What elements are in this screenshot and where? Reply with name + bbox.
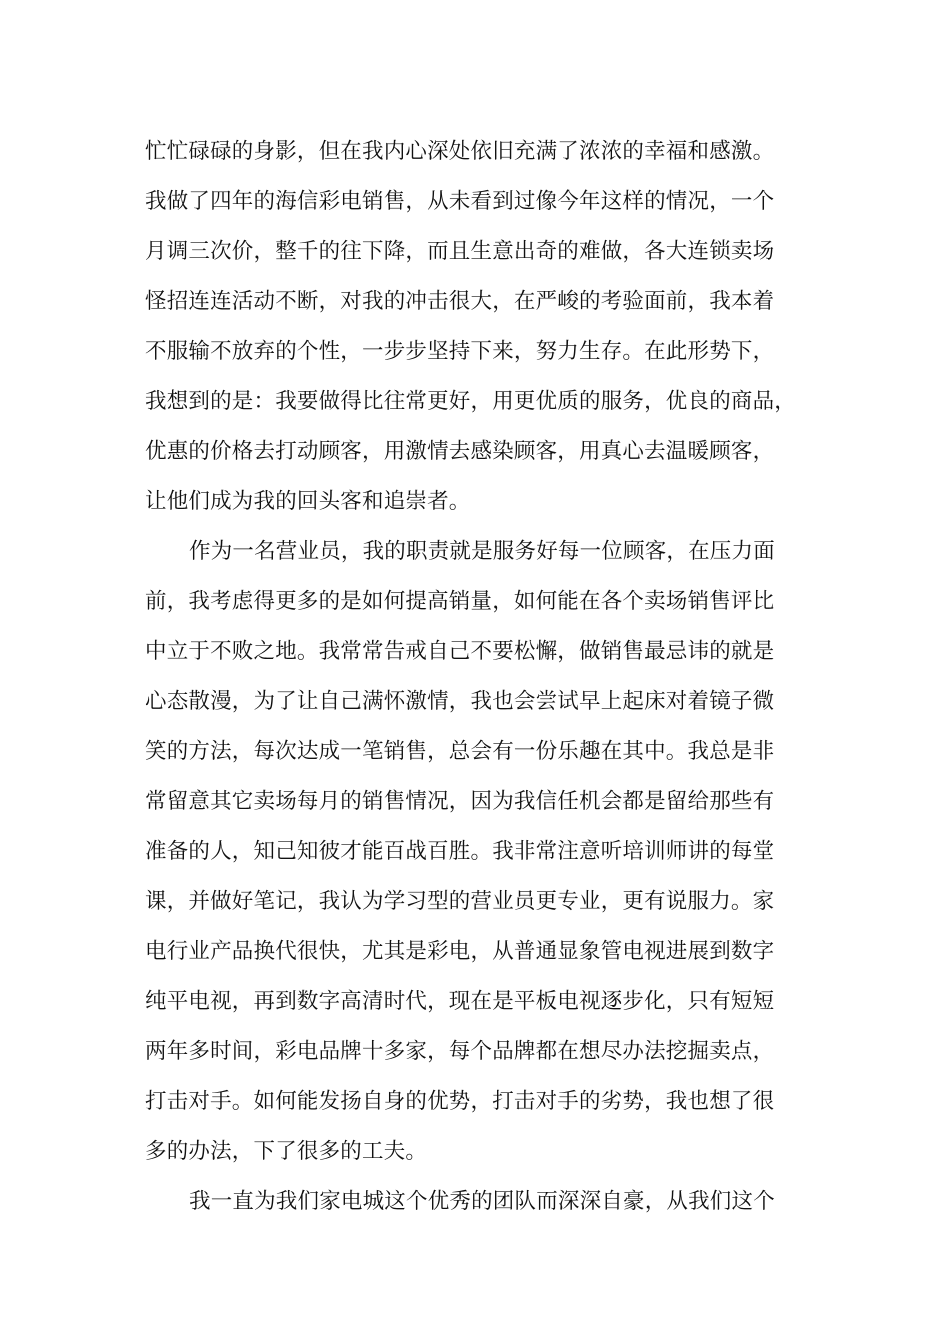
text-line: 准备的人，知己知彼才能百战百胜。我非常注意听培训师讲的每堂 [145,839,775,864]
text-line: 月调三次价，整千的往下降，而且生意出奇的难做，各大连锁卖场 [145,239,775,264]
text-line: 怪招连连活动不断，对我的冲击很大，在严峻的考验面前，我本着 [145,289,775,314]
text-line: 多的办法，下了很多的工夫。 [145,1139,428,1164]
text-line: 课，并做好笔记，我认为学习型的营业员更专业，更有说服力。家 [145,889,775,914]
text-line: 纯平电视，再到数字高清时代，现在是平板电视逐步化，只有短短 [145,989,775,1014]
text-line: 不服输不放弃的个性，一步步坚持下来，努力生存。在此形势下， [145,339,775,364]
text-line: 优惠的价格去打动顾客，用激情去感染顾客，用真心去温暖顾客， [145,439,775,464]
body-text [145,127,825,1227]
text-line: 打击对手。如何能发扬自身的优势，打击对手的劣势，我也想了很 [145,1089,775,1114]
text-line: 前，我考虑得更多的是如何提高销量，如何能在各个卖场销售评比 [145,589,775,614]
text-line: 笑的方法，每次达成一笔销售，总会有一份乐趣在其中。我总是非 [145,739,775,764]
text-line: 两年多时间，彩电品牌十多家，每个品牌都在想尽办法挖掘卖点， [145,1039,775,1064]
text-line: 让他们成为我的回头客和追崇者。 [145,489,471,514]
text-line: 忙忙碌碌的身影，但在我内心深处依旧充满了浓浓的幸福和感激。 [145,139,775,164]
paragraph-start-line: 我一直为我们家电城这个优秀的团队而深深自豪，从我们这个 [189,1189,775,1214]
text-line: 电行业产品换代很快，尤其是彩电，从普通显象管电视进展到数字 [145,939,775,964]
text-line: 我想到的是：我要做得比往常更好，用更优质的服务，优良的商品， [145,389,797,414]
text-line: 常留意其它卖场每月的销售情况，因为我信任机会都是留给那些有 [145,789,775,814]
text-line: 中立于不败之地。我常常告戒自己不要松懈，做销售最忌讳的就是 [145,639,775,664]
text-line: 我做了四年的海信彩电销售，从未看到过像今年这样的情况，一个 [145,189,775,214]
paragraph-start-line: 作为一名营业员，我的职责就是服务好每一位顾客，在压力面 [189,539,775,564]
text-line: 心态散漫，为了让自己满怀激情，我也会尝试早上起床对着镜子微 [145,689,775,714]
